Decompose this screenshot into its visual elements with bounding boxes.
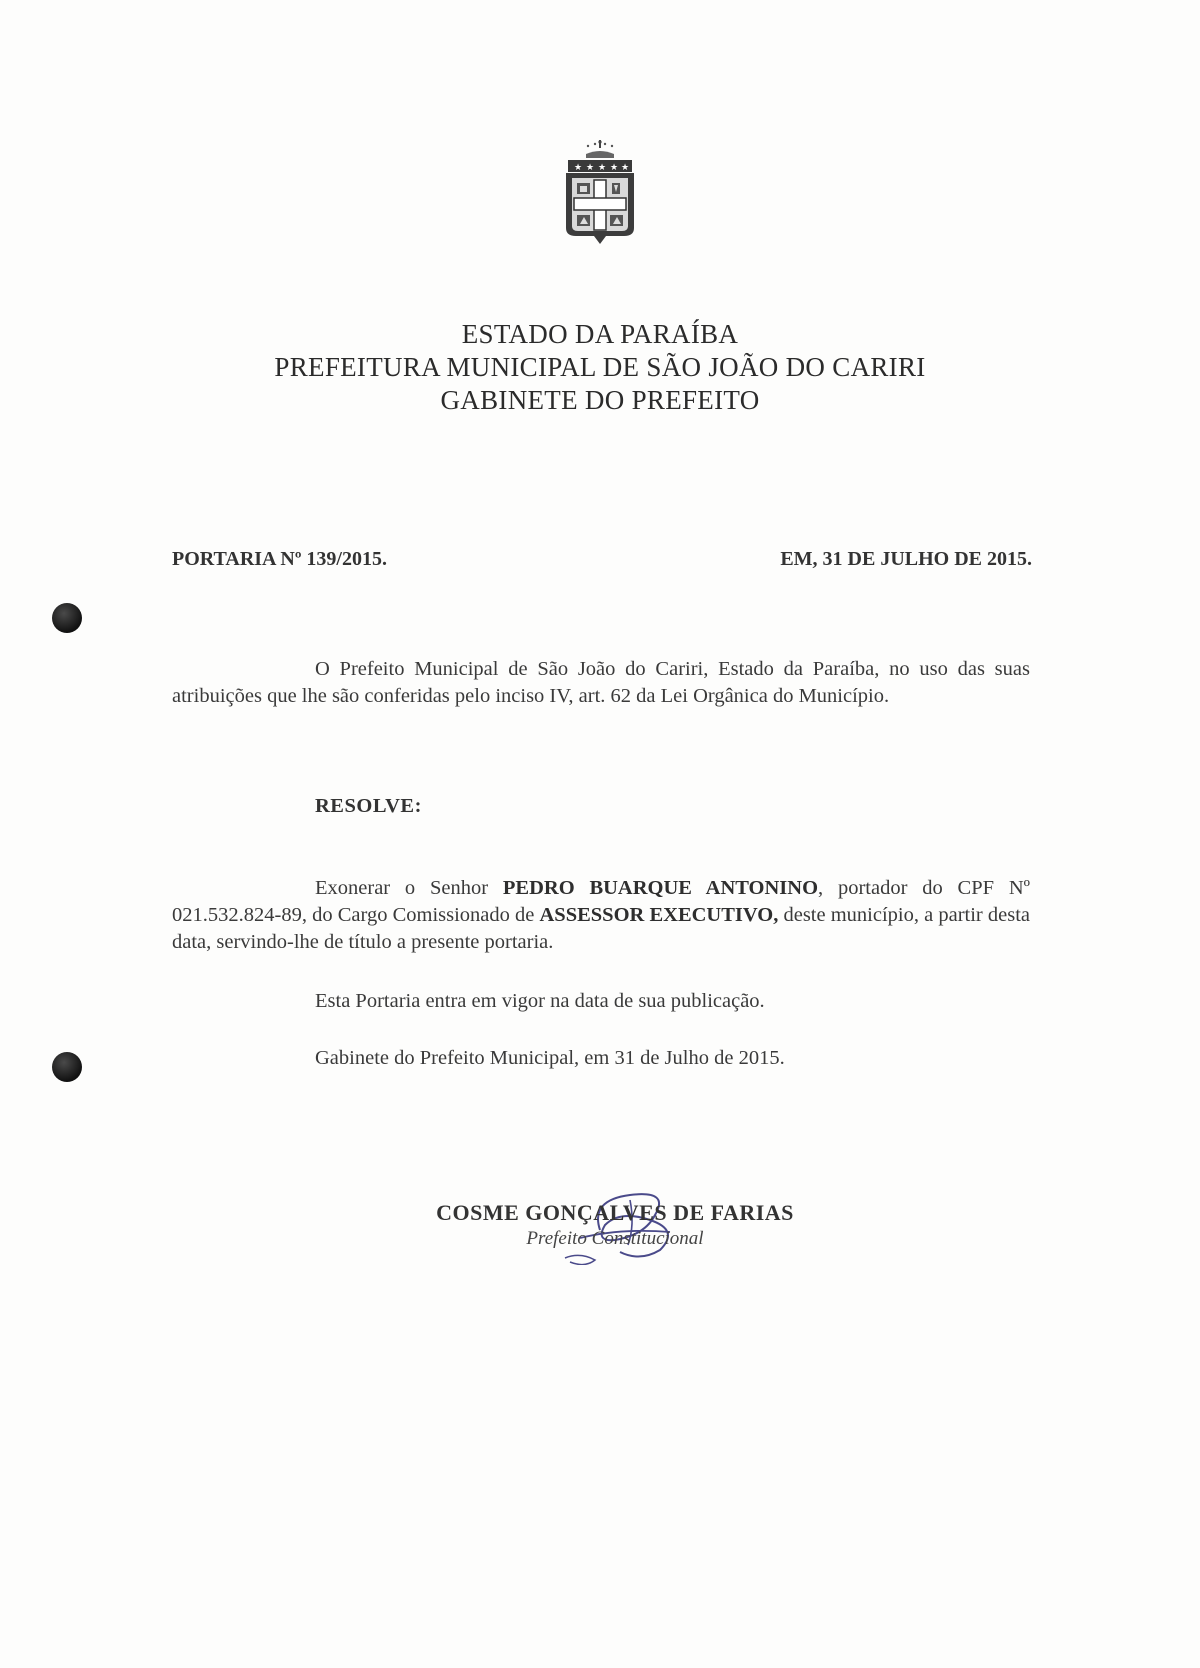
intro-paragraph [172,656,1030,710]
portaria-number: PORTARIA Nº 139/2015. [172,548,387,570]
header-state: ESTADO DA PARAÍBA [461,319,739,349]
header-office: GABINETE DO PREFEITO [440,385,760,415]
header-municipality: PREFEITURA MUNICIPAL DE SÃO JOÃO DO CARIRI [274,352,926,382]
svg-text:★: ★ [621,163,630,173]
svg-text:★: ★ [610,163,619,173]
signature-block [0,1200,1200,1250]
punch-hole-top [52,603,82,633]
punch-hole-bottom [52,1052,82,1082]
svg-text:★: ★ [598,163,607,173]
svg-text:★: ★ [574,163,583,173]
vigor-paragraph [172,988,1030,1015]
coat-of-arms-icon [550,140,650,255]
exoneration-suffix: deste município, a partir desta data, servindo-lhe de título a presente portaria. [172,904,1030,953]
closing-text: Gabinete do Prefeito Municipal, em 31 de Julho de 2015. [315,1047,785,1069]
vigor-text: Esta Portaria entra em vigor na data de sua publicação. [315,990,765,1012]
svg-text:★: ★ [586,163,595,173]
exoneration-prefix: Exonerar o Senhor [315,877,503,899]
resolve-heading: RESOLVE: [315,795,422,817]
document-header [0,318,1200,417]
closing-paragraph [172,1045,1030,1072]
person-name: PEDRO BUARQUE ANTONINO [502,877,819,899]
exoneration-paragraph [172,875,1030,956]
portaria-date: EM, 31 DE JULHO DE 2015. [780,548,1032,570]
intro-text: O Prefeito Municipal de São João do Cariri, Estado da Paraíba, no uso das suas atribuições que lhe são conferidas pelo inciso IV, art. 62 da Lei Orgânica do Município. [172,658,1030,707]
signatory-name: COSME GONÇALVES DE FARIAS [436,1200,794,1225]
signatory-title: Prefeito Constitucional [526,1228,704,1249]
position-name: ASSESSOR EXECUTIVO, [539,904,779,926]
exoneration-middle: , portador do CPF Nº 021.532.824-89, do Cargo Comissionado de [172,877,1030,926]
